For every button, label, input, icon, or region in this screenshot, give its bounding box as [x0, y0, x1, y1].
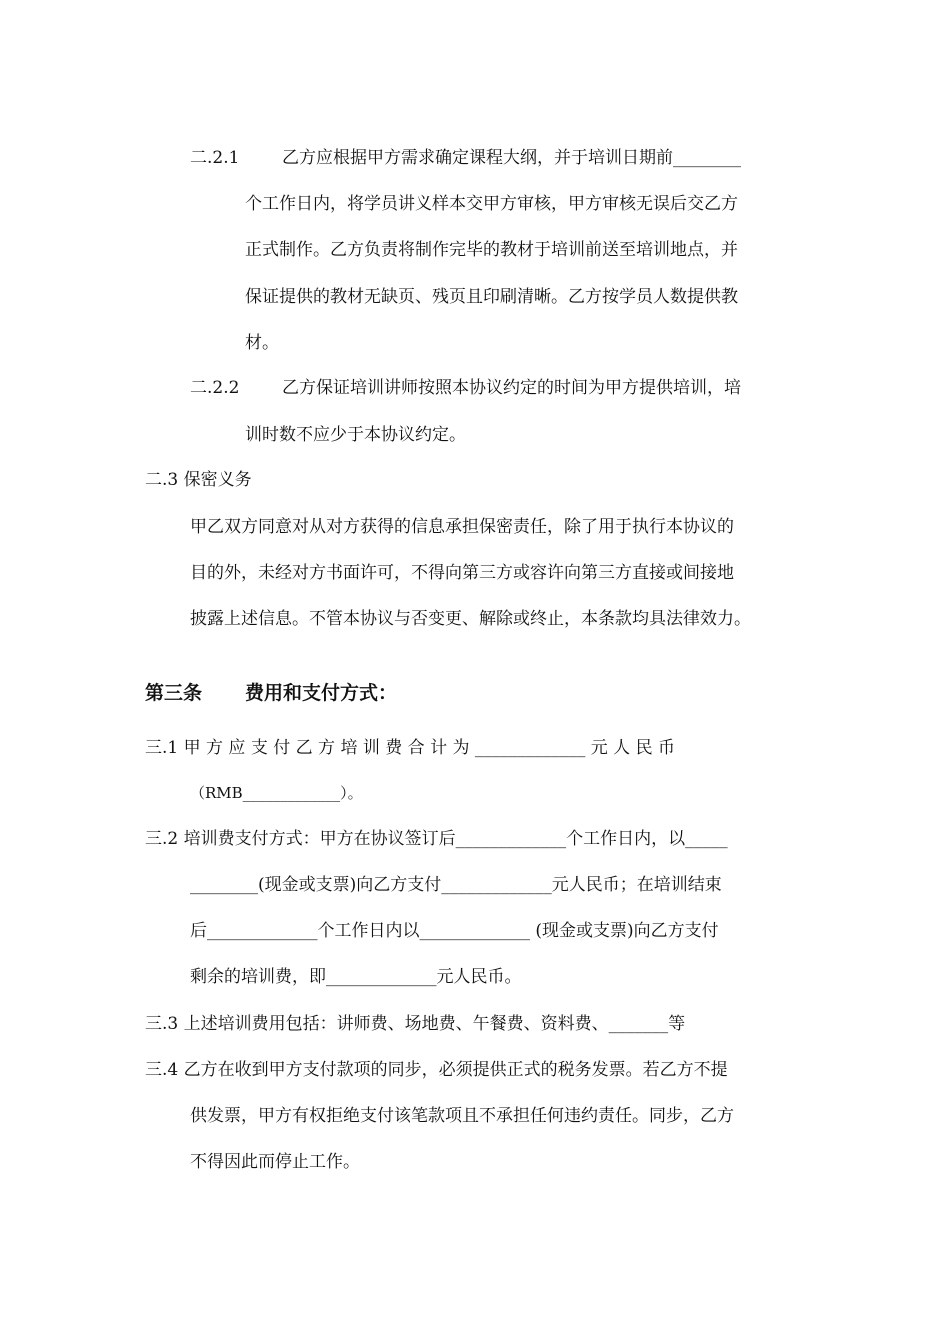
clause-2-3-line-1: 甲乙双方同意对从对方获得的信息承担保密责任，除了用于执行本协议的 — [190, 517, 734, 537]
clause-2-2-1-line-1: 乙方应根据甲方需求确定课程大纲，并于培训日期前________ — [282, 148, 741, 168]
clause-2-2-1-line-3: 正式制作。乙方负责将制作完毕的教材于培训前送至培训地点，并 — [245, 240, 738, 260]
clause-2-2-1-line-5: 材。 — [245, 333, 279, 353]
clause-3-4-line-2: 供发票，甲方有权拒绝支付该笔款项且不承担任何违约责任。同步，乙方 — [190, 1106, 734, 1126]
clause-2-3-line-2: 目的外，未经对方书面许可，不得向第三方或容许向第三方直接或间接地 — [190, 563, 734, 583]
clause-2-3-heading: 二.3 保密义务 — [145, 470, 252, 490]
article-3-label: 第三条 — [145, 682, 203, 704]
clause-2-2-2-line-2: 训时数不应少于本协议约定。 — [245, 425, 466, 445]
clause-2-2-1-line-4: 保证提供的教材无缺页、残页且印刷清晰。乙方按学员人数提供教 — [245, 287, 738, 307]
clause-number-2-2-1: 二.2.1 — [190, 148, 240, 168]
clause-3-2-line-1: 三.2 培训费支付方式：甲方在协议签订后_____________个工作日内，以_____ — [145, 829, 728, 849]
clause-3-2-line-2: ________(现金或支票)向乙方支付_____________元人民币；在培训结束 — [190, 875, 722, 895]
clause-2-2-2-line-1: 乙方保证培训讲师按照本协议约定的时间为甲方提供培训，培 — [282, 378, 741, 398]
clause-number-2-2-2: 二.2.2 — [190, 378, 240, 398]
clause-3-4-line-3: 不得因此而停止工作。 — [190, 1152, 360, 1172]
clause-3-1-line-2: （RMB_____________）。 — [190, 784, 363, 802]
clause-3-2-line-3: 后_____________个工作日内以_____________ (现金或支票)向乙方支付 — [190, 921, 719, 941]
clause-2-3-line-3: 披露上述信息。不管本协议与否变更、解除或终止，本条款均具法律效力。 — [190, 609, 751, 629]
clause-3-4-line-1: 三.4 乙方在收到甲方支付款项的同步，必须提供正式的税务发票。若乙方不提 — [145, 1060, 728, 1080]
article-3-title: 费用和支付方式： — [245, 682, 398, 704]
clause-3-2-line-4: 剩余的培训费，即_____________元人民币。 — [190, 967, 522, 987]
clause-3-3-line-1: 三.3 上述培训费用包括：讲师费、场地费、午餐费、资料费、_______等 — [145, 1014, 686, 1034]
clause-3-1-line-1: 三.1 甲 方 应 支 付 乙 方 培 训 费 合 计 为 _____________ 元 人 民 币 — [145, 738, 675, 758]
clause-2-2-1-line-2: 个工作日内，将学员讲义样本交甲方审核，甲方审核无误后交乙方 — [245, 194, 738, 214]
